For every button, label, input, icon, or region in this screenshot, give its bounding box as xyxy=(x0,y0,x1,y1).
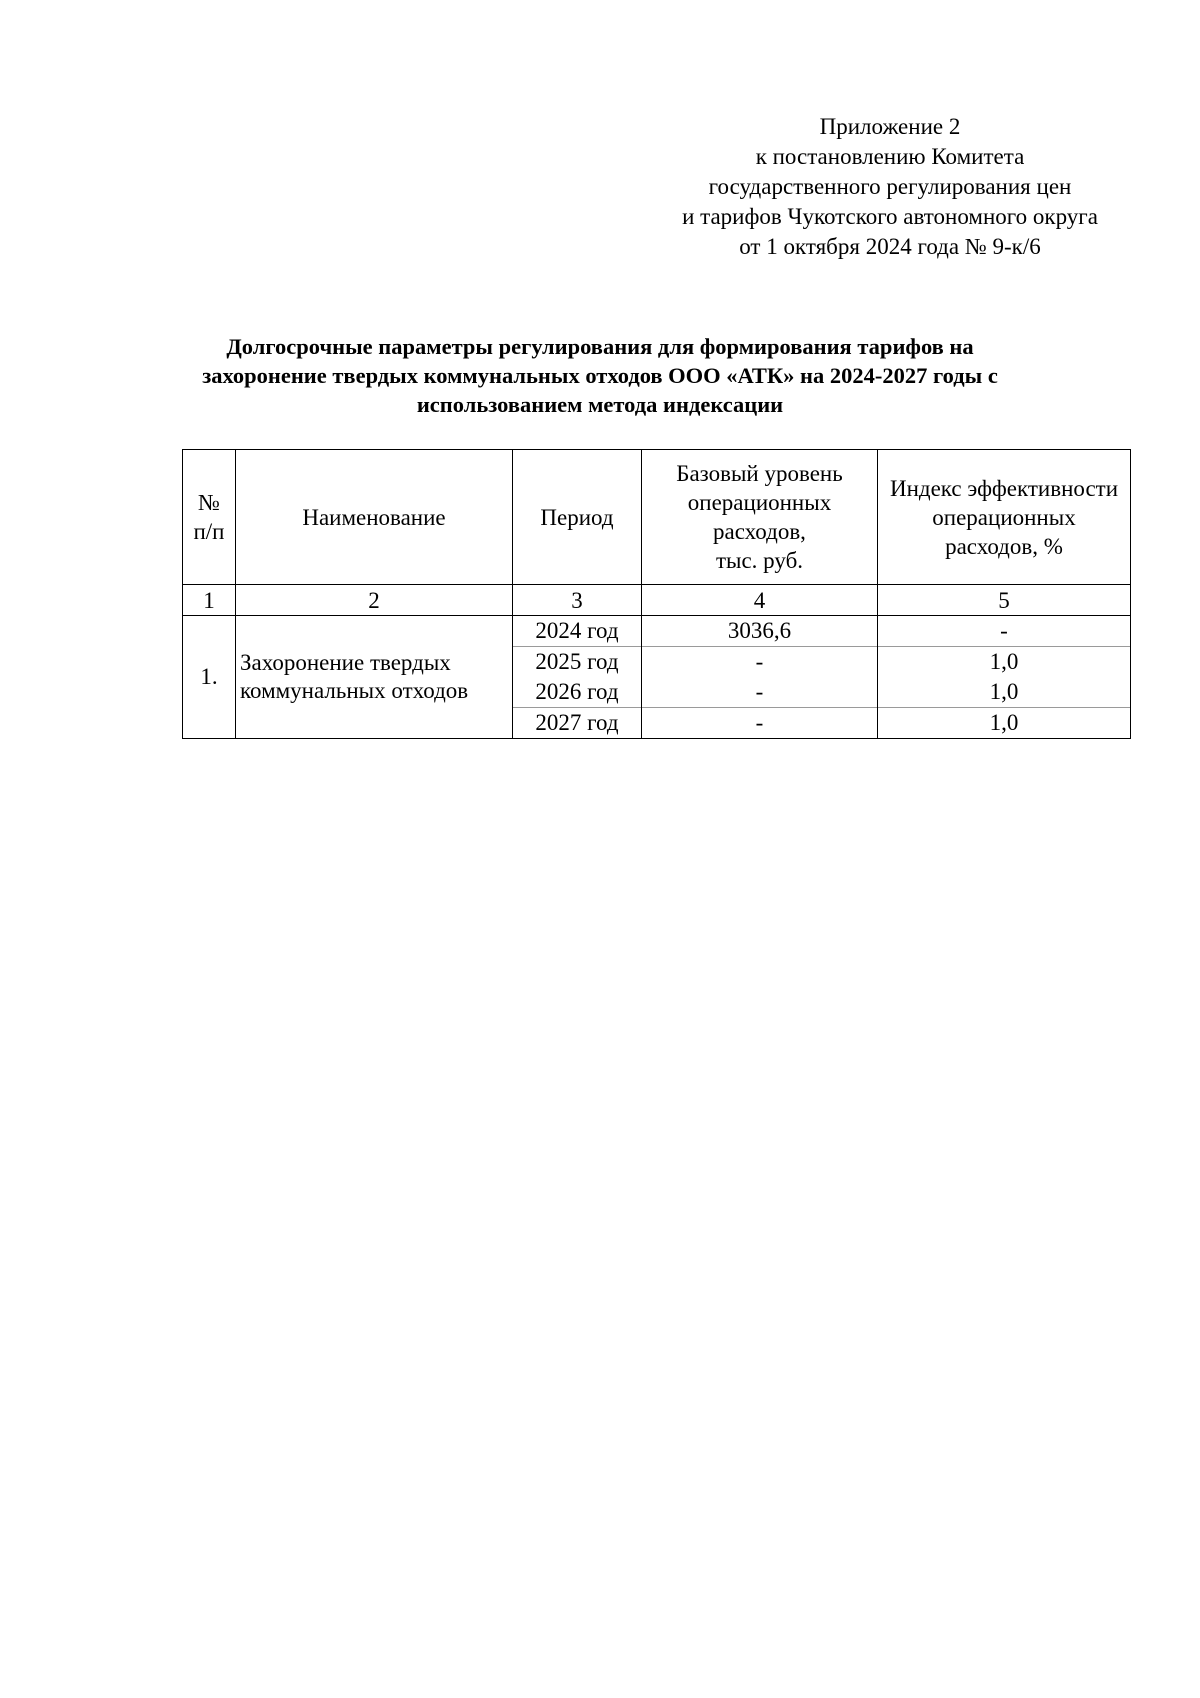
column-numbers-row xyxy=(183,585,1131,616)
header-period: Период xyxy=(513,450,642,585)
appendix-line: от 1 октября 2024 года № 9-к/6 xyxy=(739,234,1041,259)
header-base-line: расходов, xyxy=(713,519,806,544)
header-index-line: расходов, % xyxy=(945,533,1063,559)
header-base-level xyxy=(642,450,878,585)
base-level-cell: - xyxy=(642,677,878,708)
period-cell: 2026 год xyxy=(513,677,642,708)
column-number: 5 xyxy=(878,585,1131,616)
row-num: 1. xyxy=(183,616,236,739)
row-name-line: Захоронение твердых xyxy=(240,650,451,675)
appendix-header xyxy=(640,112,1140,262)
column-number: 3 xyxy=(513,585,642,616)
header-num xyxy=(183,450,236,585)
document-title xyxy=(150,332,1050,419)
header-base-line: тыс. руб. xyxy=(715,548,804,573)
appendix-line: государственного регулирования цен xyxy=(708,174,1072,199)
base-level-cell: - xyxy=(642,647,878,678)
index-cell: 1,0 xyxy=(878,677,1131,708)
title-line: Долгосрочные параметры регулирования для формирования тарифов на xyxy=(226,334,974,359)
header-name: Наименование xyxy=(236,450,513,585)
period-cell: 2025 год xyxy=(513,647,642,678)
table-header-row xyxy=(183,450,1131,585)
index-cell: 1,0 xyxy=(878,647,1131,678)
appendix-line: и тарифов Чукотского автономного округа xyxy=(682,204,1098,229)
header-num-line: п/п xyxy=(193,519,225,544)
column-number: 2 xyxy=(236,585,513,616)
base-level-cell: 3036,6 xyxy=(642,616,878,647)
row-name-line: коммунальных отходов xyxy=(240,678,469,703)
row-name xyxy=(236,616,513,739)
column-number: 1 xyxy=(183,585,236,616)
appendix-line: Приложение 2 xyxy=(819,114,961,139)
period-cell: 2027 год xyxy=(513,708,642,739)
header-efficiency-index xyxy=(878,450,1131,585)
appendix-line: к постановлению Комитета xyxy=(755,144,1025,169)
index-cell: 1,0 xyxy=(878,708,1131,739)
header-index-line: операционных xyxy=(932,504,1076,530)
index-cell: - xyxy=(878,616,1131,647)
period-cell: 2024 год xyxy=(513,616,642,647)
base-level-cell: - xyxy=(642,708,878,739)
header-base-line: Базовый уровень xyxy=(676,461,843,486)
title-line: захоронение твердых коммунальных отходов ООО «АТК» на 2024-2027 годы с xyxy=(202,363,998,388)
parameters-table xyxy=(182,449,1131,739)
header-num-line: № xyxy=(198,490,220,515)
table-row xyxy=(183,616,1131,647)
header-base-line: операционных xyxy=(687,490,832,515)
title-line: использованием метода индексации xyxy=(416,392,784,417)
header-index-line: Индекс эффективности xyxy=(889,475,1119,501)
column-number: 4 xyxy=(642,585,878,616)
